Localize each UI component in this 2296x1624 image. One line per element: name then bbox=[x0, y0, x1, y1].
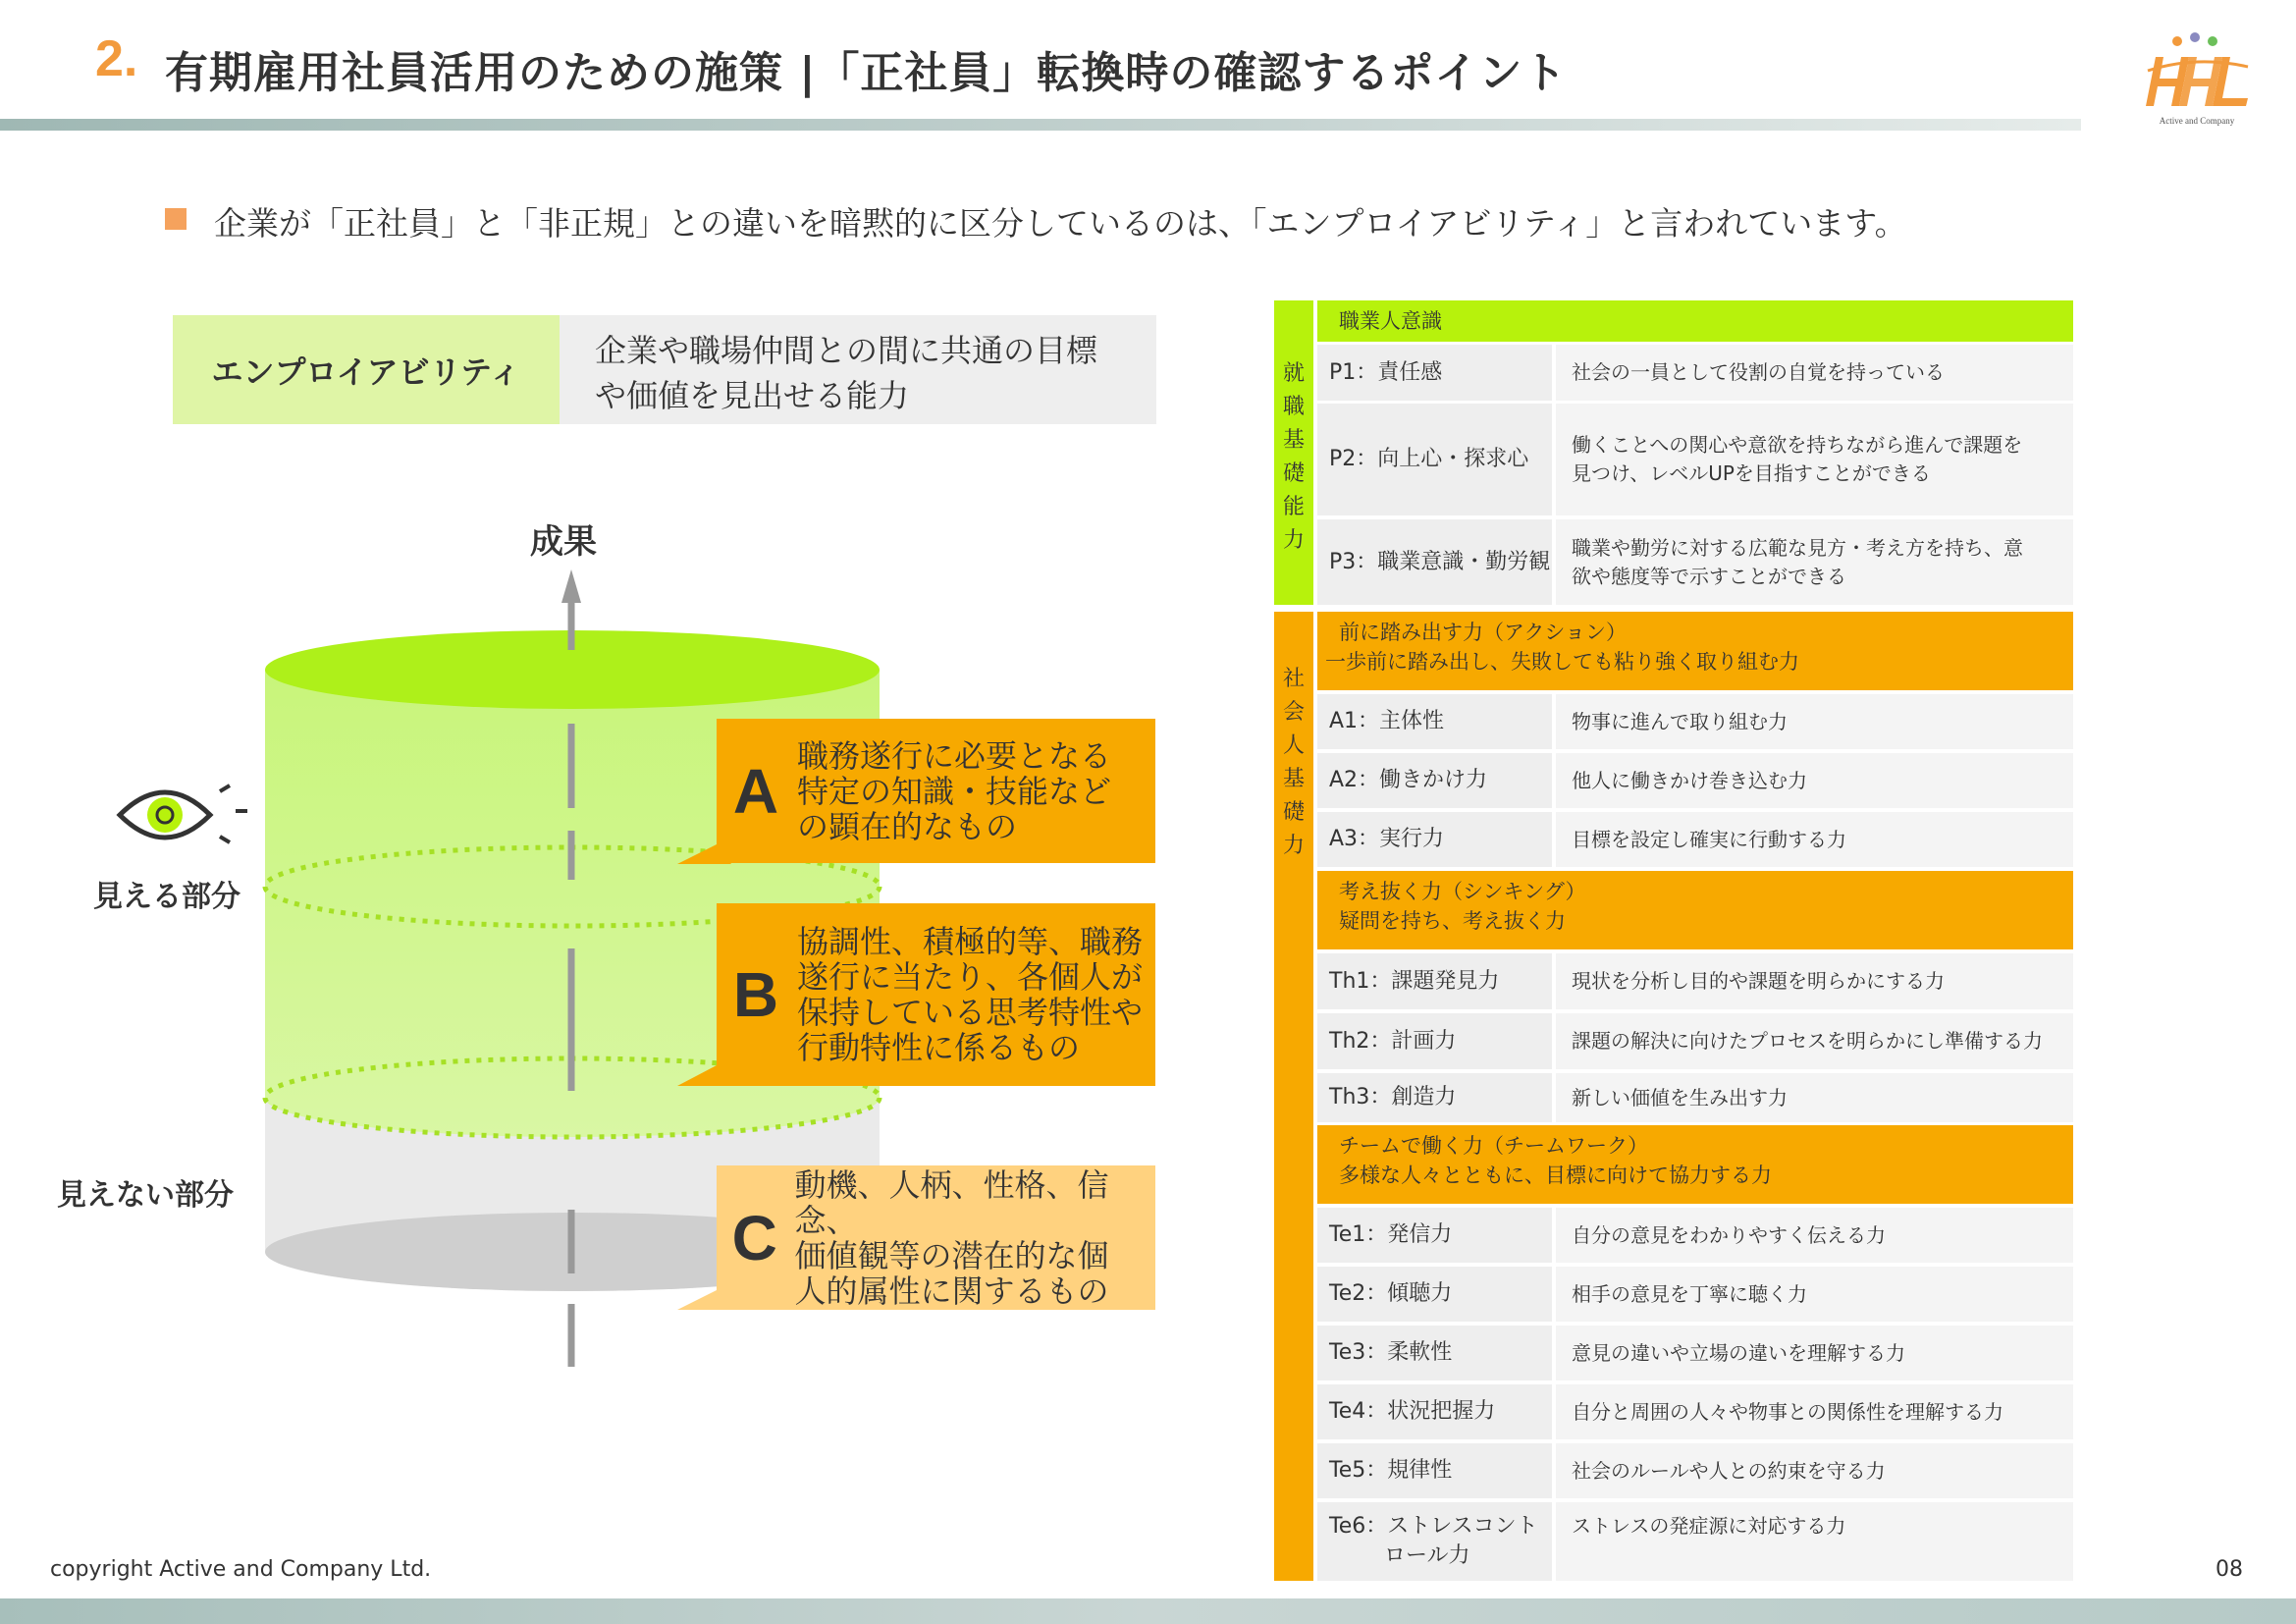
result-label: 成果 bbox=[530, 522, 597, 562]
row-value: 意見の違いや立場の違いを理解する力 bbox=[1556, 1326, 2073, 1380]
group-label-char: 社 bbox=[1282, 667, 1305, 691]
row-value: 社会のルールや人との約束を守る力 bbox=[1556, 1443, 2073, 1498]
section-subtitle: 疑問を持ち、考え抜く力 bbox=[1339, 909, 1566, 933]
row-value-line: 見つけ、レベルUPを目指すことができる bbox=[1572, 461, 1931, 485]
row-value: 他人に働きかけ巻き込む力 bbox=[1556, 753, 2073, 808]
callout-line: 職務遂行に必要となる bbox=[797, 736, 1112, 775]
group-label-char: 会 bbox=[1282, 700, 1305, 725]
table-row bbox=[1317, 1208, 2073, 1263]
row-key: Te5：規律性 bbox=[1317, 1443, 1552, 1498]
callout-letter: C bbox=[731, 1202, 777, 1273]
row-value: ストレスの発症源に対応する力 bbox=[1556, 1502, 2073, 1581]
table-row bbox=[1317, 1326, 2073, 1380]
callout-b bbox=[717, 903, 1155, 1086]
table-row bbox=[1317, 1073, 2073, 1122]
row-key: Th2：計画力 bbox=[1317, 1013, 1552, 1069]
callout-line: 特定の知識・技能など bbox=[797, 772, 1112, 810]
section-header-professional bbox=[1317, 300, 2073, 342]
table-row bbox=[1317, 345, 2073, 401]
group-label-char: 就 bbox=[1282, 361, 1305, 386]
definition-term: エンプロイアビリティ bbox=[173, 315, 560, 424]
row-value: 目標を設定し確実に行動する力 bbox=[1556, 812, 2073, 867]
group-label-social-basic bbox=[1274, 612, 1313, 1581]
callout-a bbox=[717, 719, 1155, 863]
group-label-char: 人 bbox=[1282, 733, 1305, 758]
callout-line: 人的属性に関するもの bbox=[794, 1272, 1109, 1310]
callout-line: の顕在的なもの bbox=[797, 807, 1018, 845]
row-value-line: 職業や勤労に対する広範な見方・考え方を持ち、意 bbox=[1572, 535, 2023, 560]
callout-text bbox=[794, 1167, 1155, 1309]
row-key: P1：責任感 bbox=[1317, 345, 1552, 401]
page-title: 有期雇用社員活用のための施策 |「正社員」転換時の確認するポイント bbox=[165, 48, 1568, 98]
callout-letter: B bbox=[732, 959, 779, 1030]
section-header-action bbox=[1317, 612, 2073, 690]
row-value-line: 働くことへの関心や意欲を持ちながら進んで課題を bbox=[1572, 433, 2023, 457]
callout-line: 動機、人柄、性格、信念、 bbox=[794, 1165, 1109, 1239]
row-key: P2：向上心・探求心 bbox=[1317, 404, 1552, 515]
logo-mark-icon bbox=[2146, 32, 2248, 106]
table-row bbox=[1317, 519, 2073, 605]
group-label-char: 職 bbox=[1282, 395, 1305, 419]
arrow-head-icon bbox=[561, 569, 581, 603]
row-value bbox=[1556, 404, 2073, 515]
copyright-text: copyright Active and Company Ltd. bbox=[50, 1557, 432, 1582]
row-key: A3：実行力 bbox=[1317, 812, 1552, 867]
group-label-char: 力 bbox=[1282, 834, 1305, 858]
page-number: 08 bbox=[2216, 1557, 2243, 1582]
callout-letter: A bbox=[732, 755, 779, 827]
row-value: 新しい価値を生み出す力 bbox=[1556, 1073, 2073, 1122]
row-key: Te3：柔軟性 bbox=[1317, 1326, 1552, 1380]
callout-line: 保持している思考特性や bbox=[797, 994, 1144, 1031]
row-value: 物事に進んで取り組む力 bbox=[1556, 694, 2073, 749]
row-key: A2：働きかけ力 bbox=[1317, 753, 1552, 808]
row-key: A1：主体性 bbox=[1317, 694, 1552, 749]
group-label-char: 力 bbox=[1282, 528, 1305, 553]
row-value bbox=[1556, 519, 2073, 605]
group-label-char: 能 bbox=[1282, 495, 1305, 519]
row-key-line: Te6：ストレスコント bbox=[1329, 1514, 1538, 1539]
row-value: 現状を分析し目的や課題を明らかにする力 bbox=[1556, 953, 2073, 1009]
table-row bbox=[1317, 1502, 2073, 1581]
intro-text: 企業が「正社員」と「非正規」との違いを暗黙的に区分しているのは、「エンプロイアビリティ」と言われています。 bbox=[214, 204, 1907, 243]
table-row bbox=[1317, 404, 2073, 515]
visible-part-label: 見える部分 bbox=[93, 880, 240, 914]
row-key-line: ロール力 bbox=[1384, 1543, 1470, 1568]
section-title: チームで働く力（チームワーク） bbox=[1339, 1134, 1648, 1158]
callout-line: 遂行に当たり、各個人が bbox=[797, 958, 1144, 996]
callout-line: 行動特性に係るもの bbox=[797, 1029, 1081, 1066]
section-number: 2. bbox=[95, 30, 138, 87]
definition-line-2: や価値を見出せる能力 bbox=[595, 377, 910, 414]
row-value: 社会の一員として役割の自覚を持っている bbox=[1556, 345, 2073, 401]
row-key: Te2：傾聴力 bbox=[1317, 1267, 1552, 1322]
section-subtitle: 多様な人々とともに、目標に向けて協力する力 bbox=[1339, 1164, 1772, 1187]
table-row bbox=[1317, 694, 2073, 749]
table-row bbox=[1317, 953, 2073, 1009]
row-key: Th3：創造力 bbox=[1317, 1073, 1552, 1122]
row-value: 自分の意見をわかりやすく伝える力 bbox=[1556, 1208, 2073, 1263]
callout-text bbox=[797, 924, 1143, 1065]
row-value: 自分と周囲の人々や物事との関係性を理解する力 bbox=[1556, 1384, 2073, 1439]
group-label-char: 礎 bbox=[1282, 800, 1305, 825]
section-title: 考え抜く力（シンキング） bbox=[1339, 880, 1586, 903]
section-subtitle: 一歩前に踏み出し、失敗しても粘り強く取り組む力 bbox=[1325, 650, 1799, 674]
eye-icon bbox=[120, 785, 247, 842]
table-row bbox=[1317, 1013, 2073, 1069]
definition-line-1: 企業や職場仲間との間に共通の目標 bbox=[595, 332, 1098, 369]
invisible-part-label: 見えない部分 bbox=[57, 1178, 234, 1213]
section-title: 職業人意識 bbox=[1339, 309, 1442, 333]
row-key: Te4：状況把握力 bbox=[1317, 1384, 1552, 1439]
table-row bbox=[1317, 1267, 2073, 1322]
group-label-basic-employment bbox=[1274, 300, 1313, 605]
row-value: 課題の解決に向けたプロセスを明らかにし準備する力 bbox=[1556, 1013, 2073, 1069]
group-label-char: 基 bbox=[1282, 428, 1305, 453]
section-header-thinking bbox=[1317, 871, 2073, 949]
row-value-line: 欲や態度等で示すことができる bbox=[1572, 564, 1846, 588]
callout-c bbox=[717, 1165, 1155, 1310]
table-row bbox=[1317, 1384, 2073, 1439]
row-key bbox=[1317, 1502, 1552, 1581]
table-row bbox=[1317, 753, 2073, 808]
table-row bbox=[1317, 812, 2073, 867]
section-title: 前に踏み出す力（アクション） bbox=[1339, 621, 1627, 644]
row-key: Te1：発信力 bbox=[1317, 1208, 1552, 1263]
table-row bbox=[1317, 1443, 2073, 1498]
callout-line: 協調性、積極的等、職務 bbox=[797, 923, 1144, 960]
group-label-char: 礎 bbox=[1282, 461, 1305, 486]
row-key: P3：職業意識・勤労観 bbox=[1317, 519, 1552, 605]
callout-line: 価値観等の潜在的な個 bbox=[794, 1236, 1109, 1274]
callout-text bbox=[797, 738, 1111, 844]
company-logo bbox=[2138, 27, 2256, 135]
logo-text: Active and Company bbox=[2159, 116, 2235, 126]
row-value: 相手の意見を丁寧に聴く力 bbox=[1556, 1267, 2073, 1322]
section-header-teamwork bbox=[1317, 1125, 2073, 1204]
footer-bar bbox=[0, 1598, 2296, 1624]
group-label-char: 基 bbox=[1282, 767, 1305, 791]
row-key: Th1：課題発見力 bbox=[1317, 953, 1552, 1009]
